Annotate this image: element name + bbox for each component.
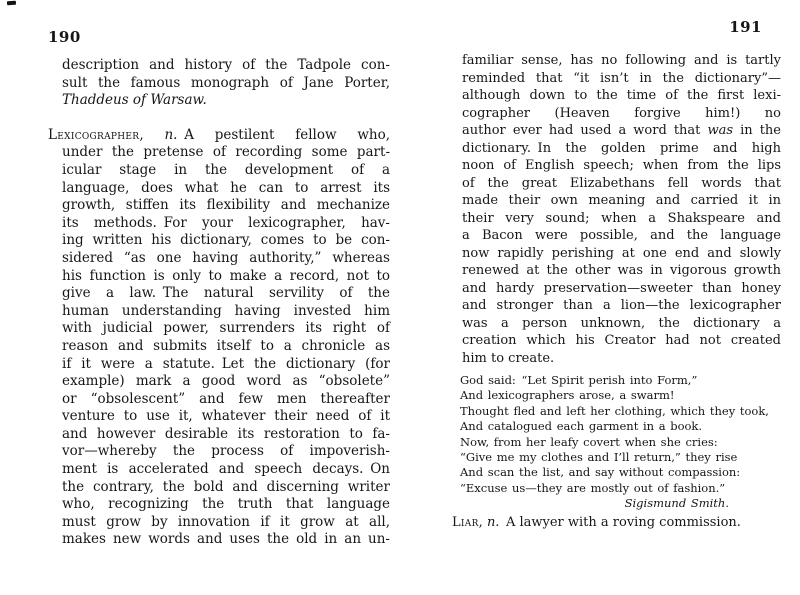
text-line: description and history of the Tadpole con- [62,57,390,73]
text-line: reminded that “it isn’t in the dictionary”— [462,70,781,86]
text-line: vor—whereby the process of impoverish- [62,443,390,460]
right-page [452,18,781,531]
text-line: under the pretense of recording some part- [62,144,390,161]
text-line: growth, stiffen its flexibility and mechanize [62,197,390,214]
text-line: was a person unknown, the dictionary a [462,315,781,331]
text-line: their very sound; when a Shakspeare and [462,210,781,226]
text-line: ing written his dictionary, comes to be con- [62,232,390,249]
scan-artifact [7,1,16,6]
text-line: dictionary. In the golden prime and high [462,140,781,156]
text-line: and however desirable its restoration to fa- [62,425,390,442]
left-page-content [48,57,390,549]
text-line: and stronger than a lion—the lexicographer [462,298,781,313]
text-line: Thaddeus of Warsaw. [62,92,207,109]
text-line: Lexicographer, n. A pestilent fellow who, [48,126,390,143]
text-line: made their own meaning and carried it in [462,193,781,208]
text-line: if it were a statute. Let the dictionary (for [62,355,390,372]
text-line: Now, from her leafy covert when she cries: [460,434,718,449]
text-line: sult the famous monograph of Jane Porter, [62,74,390,91]
liar-entry [452,514,781,532]
text-line: author ever had used a word that was in the [462,123,781,138]
text-line: venture to use it, whatever their need of it [62,408,390,425]
text-line: with judicial power, surrenders its right of [62,320,390,337]
text-line: “Give me my clothes and I’ll return,” they rise [460,450,738,465]
text-line: a Bacon were possible, and the language [462,228,781,243]
text-line: its methods. For your lexicographer, hav- [62,214,390,231]
text-line: God said: “Let Spirit perish into Form,” [460,373,698,387]
text-line: who, recognizing the truth that language [62,496,390,513]
text-line: And catalogued each garment in a book. [460,419,703,434]
text-line: and hardy preservation—sweeter than honey [462,280,781,296]
text-line: or “obsolescent” and few men thereafter [62,390,390,407]
text-line: Liar, n. A lawyer with a roving commission. [452,514,741,530]
left-page [48,28,390,549]
text-line: give a law. The natural servility of the [62,285,390,302]
text-line: sidered “as one having authority,” whereas [62,249,390,266]
text-line: language, does what he can to arrest its [62,179,390,196]
text-line: familiar sense, has no following and is tartly [462,53,781,68]
text-line: icular stage in the development of a [62,161,390,178]
text-line: makes new words and uses the old in an un- [62,531,390,548]
text-line: creation which his Creator had not created [462,333,781,348]
text-line: now rapidly perishing at one end and slowly [462,245,781,261]
page-number-right: 191 [729,18,762,36]
text-line: “Excuse us—they are mostly out of fashion.” [460,480,726,495]
text-line: although down to the time of the first lexi- [462,88,781,103]
text-line: reason and submits itself to a chronicle as [62,337,390,354]
page-number-left: 190 [48,28,81,46]
text-line: human understanding having invested him [62,302,390,319]
lexicographer-verse [452,373,781,512]
right-page-content [452,52,781,531]
text-line: renewed at the other was in vigorous growth [462,263,781,278]
text-line: Thought fled and left her clothing, which they took, [460,403,769,418]
text-line: Sigismund Smith. [624,496,729,511]
text-line: example) mark a good word as “obsolete” [62,373,390,390]
text-line: him to create. [462,350,555,366]
text-line: ment is accelerated and speech decays. On [62,461,390,478]
text-line: cographer (Heaven forgive him!) no [462,105,781,121]
lexicographer-entry [48,127,390,549]
text-line: And lexicographers arose, a swarm! [460,388,675,403]
tadpole-entry-continuation [48,57,390,110]
text-line: of the great Elizabethans fell words that [462,175,781,191]
text-line: must grow by innovation if it grow at all, [62,513,390,530]
text-line: his function is only to make a record, not to [62,267,390,284]
text-line: And scan the list, and say without compassion: [460,465,741,480]
text-line: noon of English speech; when from the lips [462,158,781,173]
lexicographer-entry-continued [452,52,781,367]
text-line: the contrary, the bold and discerning writer [62,478,390,495]
